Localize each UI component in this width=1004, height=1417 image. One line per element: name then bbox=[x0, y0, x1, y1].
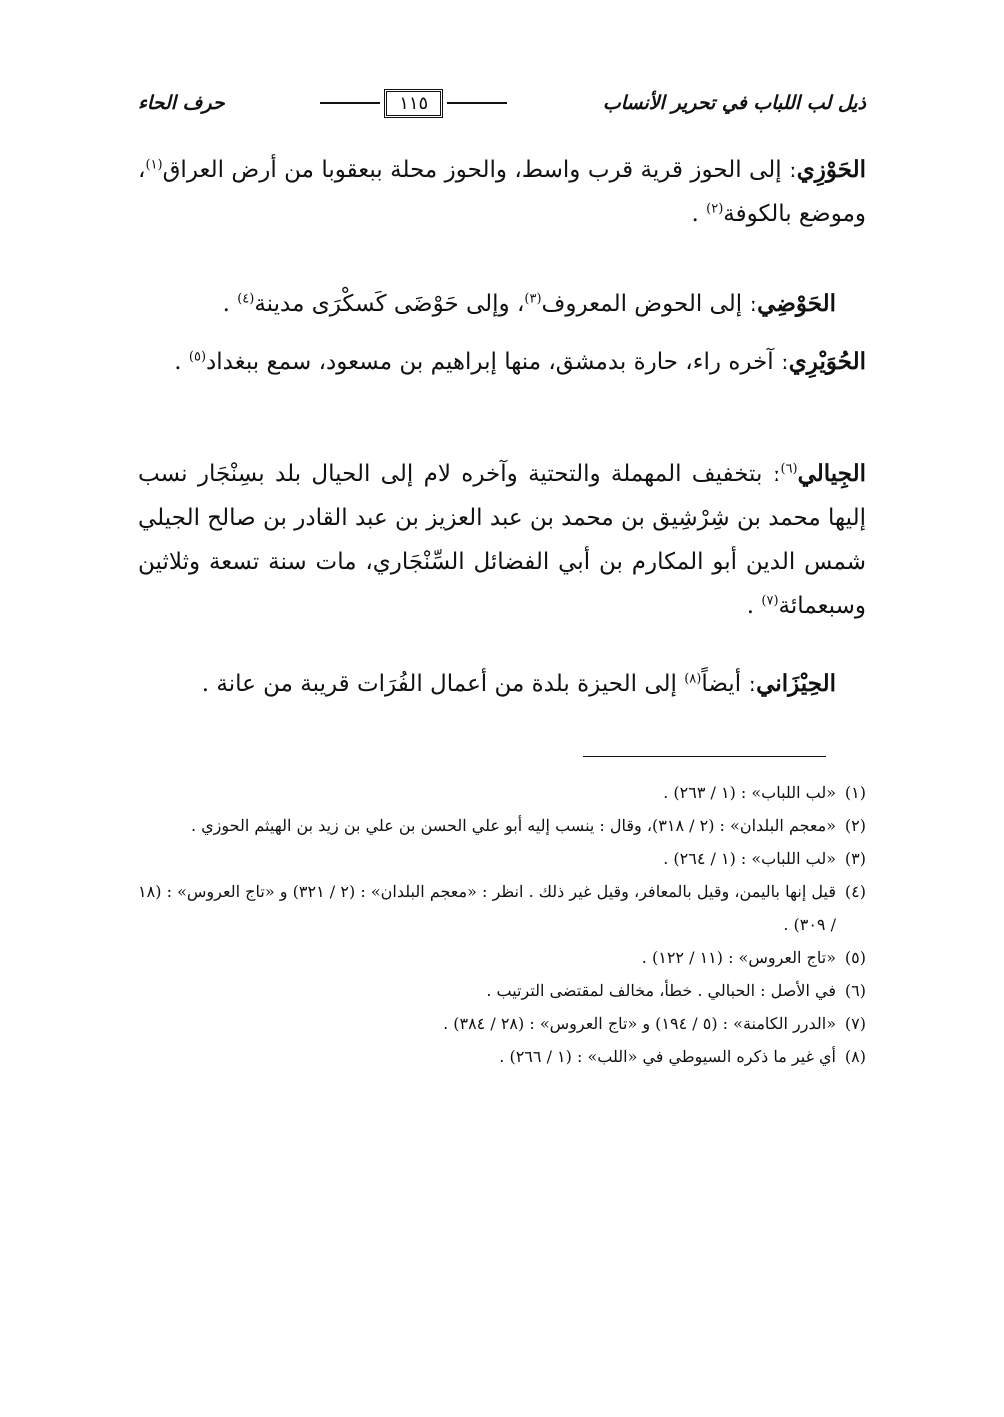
header-rule bbox=[320, 102, 380, 104]
footnote-text: في الأصل : الحبالي . خطأ، مخالف لمقتضى الترتيب . bbox=[486, 981, 836, 1000]
footnote-number: (٥) bbox=[844, 948, 866, 967]
entry-text: ː بتخفيف المهملة والتحتية وآخره لام إلى الحيال بلد بسِنْجَار نسب إليها محمد بن شِرْشِيق بن محمد بن عبد العزيز بن عبد القادر بن صالح الجيلي شمس الدين أبو المكارم بن أبي الفضائل السِّنْجَاري، مات سنة تسعة وثلاثين وسبعمائة bbox=[138, 461, 866, 619]
footnote-text: «الدرر الكامنة» : (٥ / ١٩٤) و «تاج العروس» : (٢٨ / ٣٨٤) . bbox=[443, 1014, 836, 1033]
footnote bbox=[138, 809, 866, 842]
entry-text: ː آخره راء، حارة بدمشق، منها إبراهيم بن مسعود، سمع ببغداد bbox=[206, 349, 789, 375]
footnote-text: «تاج العروس» : (١١ / ١٢٢) . bbox=[641, 948, 836, 967]
page-number: ١١٥ bbox=[384, 89, 443, 118]
entry-text: . bbox=[746, 593, 762, 619]
running-header bbox=[138, 88, 866, 118]
footnote-ref[interactable]: (٥) bbox=[188, 349, 207, 365]
book-title: ذيل لب اللباب في تحرير الأنساب bbox=[602, 92, 866, 114]
footnote-separator bbox=[583, 756, 826, 757]
page-number-box bbox=[320, 89, 507, 118]
entry-text: ː أيضاً bbox=[701, 671, 757, 697]
footnote-ref[interactable]: (٦) bbox=[780, 461, 798, 477]
header-rule bbox=[447, 102, 507, 104]
footnote-text: قيل إنها باليمن، وقيل بالمعافر، وقيل غير ذلك . انظر : «معجم البلدان» : (٢ / ٣٢١) و «تاج العروس» : (١٨ / ٣٠٩) . bbox=[138, 882, 837, 934]
entry-head: الحِيْزَاني bbox=[756, 670, 836, 697]
footnote-number: (٦) bbox=[844, 981, 866, 1000]
footnote bbox=[138, 941, 866, 974]
entry-text: . bbox=[174, 349, 189, 375]
footnote-text: «معجم البلدان» : (٢ / ٣١٨)، وقال : ينسب إليه أبو علي الحسن بن علي بن زيد بن الهيثم الحوزي . bbox=[190, 816, 836, 835]
entry-paragraph bbox=[138, 452, 866, 628]
footnote-text: أي غير ما ذكره السيوطي في «اللب» : (١ / ٢٦٦) . bbox=[499, 1047, 836, 1066]
footnote-number: (٧) bbox=[844, 1014, 866, 1033]
entry-text: العراق bbox=[162, 157, 224, 183]
entry-text: إلى الحيزة بلدة من أعمال الفُرَات قريبة من عانة . bbox=[201, 671, 685, 697]
footnote bbox=[138, 1040, 866, 1073]
entry-text: . bbox=[691, 201, 707, 227]
footnote-text: «لب اللباب» : (١ / ٢٦٤) . bbox=[663, 849, 836, 868]
entry-head: الحَوْضِي bbox=[757, 290, 836, 317]
footnote bbox=[138, 842, 866, 875]
footnote-number: (٢) bbox=[844, 816, 866, 835]
entry-paragraph bbox=[138, 282, 866, 326]
entry-text: ː إلى الحوض المعروف bbox=[541, 291, 758, 317]
footnote-number: (١) bbox=[844, 783, 866, 802]
entry-text: . bbox=[222, 291, 238, 317]
footnote-number: (٣) bbox=[844, 849, 866, 868]
entry-paragraph bbox=[138, 662, 866, 706]
footnote-ref[interactable]: (٤) bbox=[237, 291, 255, 307]
footnote-ref[interactable]: (٨) bbox=[684, 671, 702, 687]
entry-head: الحُوَيْرِي bbox=[788, 348, 866, 375]
entry-head: الجِيالي bbox=[797, 460, 866, 487]
footnote-number: (٤) bbox=[844, 882, 867, 901]
footnote bbox=[138, 974, 866, 1007]
footnote-text: «لب اللباب» : (١ / ٢٦٣) . bbox=[663, 783, 836, 802]
entry-text: ، وموضع بالكوفة bbox=[138, 157, 866, 227]
footnote bbox=[138, 875, 866, 941]
entry-paragraph bbox=[138, 148, 866, 236]
footnotes bbox=[138, 776, 866, 1073]
footnote bbox=[138, 1007, 866, 1040]
footnote-number: (٨) bbox=[844, 1047, 866, 1066]
entry-text: ː إلى الحوز قرية قرب واسط، والحوز محلة ببعقوبا من أرض bbox=[231, 157, 797, 183]
entry-paragraph bbox=[138, 340, 866, 384]
entry-head: الحَوْزِي bbox=[796, 156, 866, 183]
chapter-title: حرف الحاء bbox=[138, 92, 225, 114]
footnote bbox=[138, 776, 866, 809]
footnote-ref[interactable]: (١) bbox=[145, 157, 163, 173]
footnote-ref[interactable]: (٣) bbox=[524, 291, 542, 307]
footnote-ref[interactable]: (٢) bbox=[706, 201, 724, 217]
entry-text: ، وإلى حَوْضَى كَسكْرَى مدينة bbox=[254, 291, 525, 317]
footnote-ref[interactable]: (٧) bbox=[761, 593, 779, 609]
